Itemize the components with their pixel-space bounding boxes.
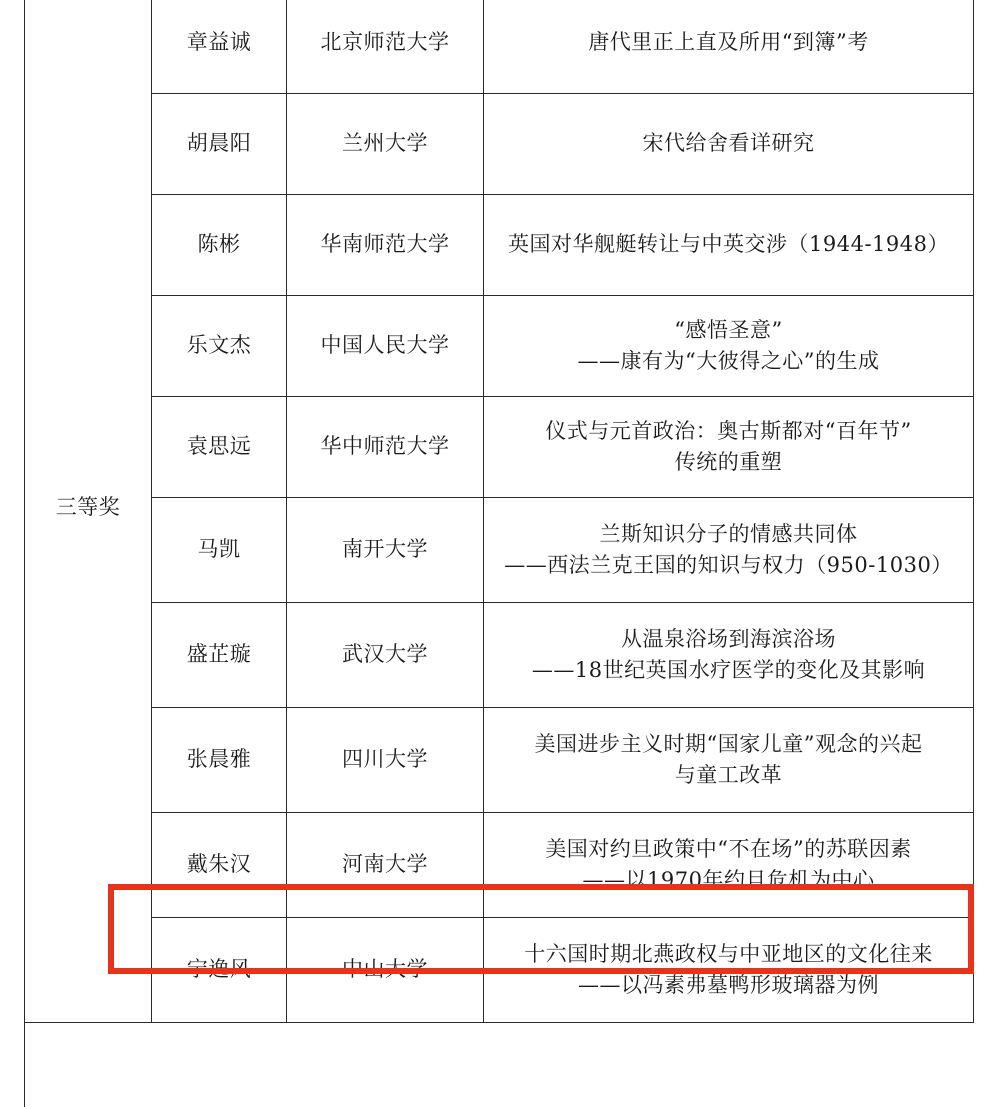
title-cell <box>484 498 974 603</box>
school-cell: 河南大学 <box>287 813 484 918</box>
title-line: 与童工改革 <box>674 763 783 787</box>
title-cell <box>484 195 974 296</box>
title-line: ——以1970年约旦危机为中心 <box>582 868 875 892</box>
name-cell: 张晨雅 <box>152 708 287 813</box>
title-cell <box>484 708 974 813</box>
title-line: 兰斯知识分子的情感共同体 <box>599 521 858 546</box>
title-line: ——以冯素弗墓鸭形玻璃器为例 <box>578 973 879 997</box>
school-cell: 华南师范大学 <box>287 195 484 296</box>
title-line: ——康有为“大彼得之心”的生成 <box>577 349 880 373</box>
title-cell <box>484 296 974 397</box>
title-cell <box>484 813 974 918</box>
title-line: 十六国时期北燕政权与中亚地区的文化往来 <box>524 941 933 966</box>
name-cell: 戴朱汉 <box>152 813 287 918</box>
table-row <box>25 603 974 708</box>
title-cell <box>484 0 974 94</box>
table-row <box>25 0 974 94</box>
school-cell: 四川大学 <box>287 708 484 813</box>
title-line: 仪式与元首政治：奥古斯都对“百年节” <box>545 418 912 443</box>
school-cell: 武汉大学 <box>287 603 484 708</box>
table-row <box>25 708 974 813</box>
school-cell: 中山大学 <box>287 918 484 1023</box>
table-row <box>25 498 974 603</box>
title-line: 唐代里正上直及所用“到簿”考 <box>588 30 869 55</box>
name-cell: 马凯 <box>152 498 287 603</box>
name-cell: 宁逸风 <box>152 918 287 1023</box>
name-cell: 胡晨阳 <box>152 94 287 195</box>
school-cell: 北京师范大学 <box>287 0 484 94</box>
school-cell: 中国人民大学 <box>287 296 484 397</box>
school-cell: 兰州大学 <box>287 94 484 195</box>
name-cell: 袁思远 <box>152 397 287 498</box>
title-line: 宋代给舍看详研究 <box>642 131 815 156</box>
school-cell: 南开大学 <box>287 498 484 603</box>
table-row-highlighted <box>25 813 974 918</box>
table-row <box>25 195 974 296</box>
title-cell <box>484 94 974 195</box>
name-cell: 盛芷璇 <box>152 603 287 708</box>
table-row <box>25 918 974 1023</box>
title-cell <box>484 397 974 498</box>
table-row <box>25 94 974 195</box>
table-row <box>25 296 974 397</box>
title-line: 从温泉浴场到海滨浴场 <box>621 626 836 651</box>
table-row <box>25 397 974 498</box>
title-cell <box>484 918 974 1023</box>
title-line: 美国进步主义时期“国家儿童”观念的兴起 <box>534 731 923 756</box>
name-cell: 乐文杰 <box>152 296 287 397</box>
title-line: 传统的重塑 <box>674 450 783 474</box>
title-line: “感悟圣意” <box>674 317 783 342</box>
title-line: ——18世纪英国水疗医学的变化及其影响 <box>531 658 926 682</box>
title-line: 美国对约旦政策中“不在场”的苏联因素 <box>545 836 912 861</box>
award-table <box>24 0 974 1023</box>
title-cell <box>484 603 974 708</box>
name-cell: 章益诚 <box>152 0 287 94</box>
title-line: 英国对华舰艇转让与中英交涉（1944-1948） <box>508 232 949 257</box>
rank-cell: 三等奖 <box>25 0 152 1023</box>
school-cell: 华中师范大学 <box>287 397 484 498</box>
title-line: ——西法兰克王国的知识与权力（950-1030） <box>504 553 953 577</box>
name-cell: 陈彬 <box>152 195 287 296</box>
